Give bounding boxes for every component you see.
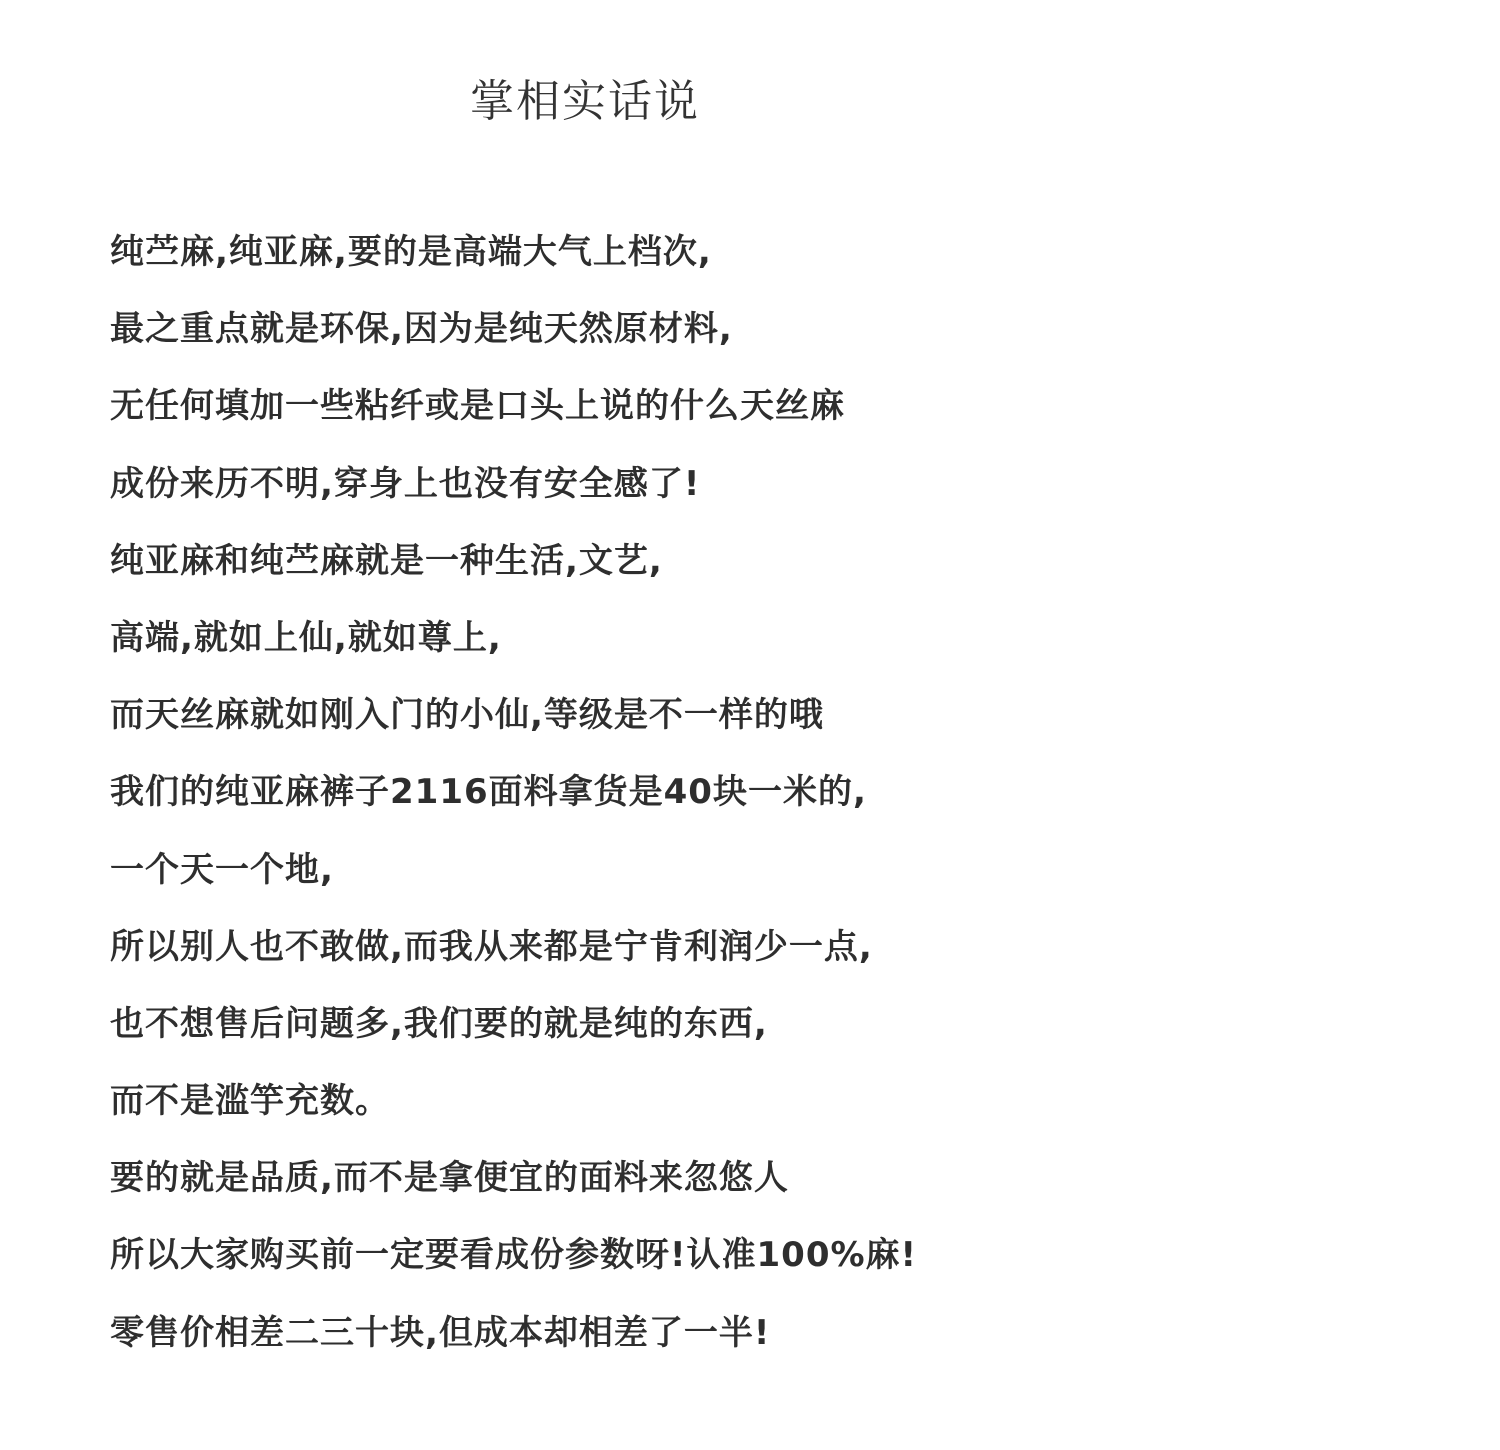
text-line: 我们的纯亚麻裤子2116面料拿货是40块一米的,	[110, 772, 867, 813]
text-line: 最之重点就是环保,因为是纯天然原材料,	[110, 309, 733, 350]
document-body	[110, 222, 1410, 1380]
text-line: 而天丝麻就如刚入门的小仙,等级是不一样的哦	[110, 695, 824, 736]
text-line: 也不想售后问题多,我们要的就是纯的东西,	[110, 1003, 768, 1044]
text-line: 高端,就如上仙,就如尊上,	[110, 617, 502, 658]
text-line: 无任何填加一些粘纤或是口头上说的什么天丝麻	[110, 386, 845, 427]
text-line: 一个天一个地,	[110, 849, 334, 890]
text-line: 而不是滥竽充数。	[110, 1081, 390, 1122]
document-title: 掌相实话说	[470, 76, 700, 127]
text-line: 要的就是品质,而不是拿便宜的面料来忽悠人	[110, 1158, 789, 1199]
text-line: 纯亚麻和纯苎麻就是一种生活,文艺,	[110, 540, 663, 581]
text-line: 成份来历不明,穿身上也没有安全感了!	[110, 463, 701, 504]
text-line: 所以别人也不敢做,而我从来都是宁肯利润少一点,	[110, 926, 873, 967]
text-line: 零售价相差二三十块,但成本却相差了一半!	[110, 1312, 771, 1353]
text-line: 纯苎麻,纯亚麻,要的是高端大气上档次,	[110, 232, 712, 272]
text-line: 所以大家购买前一定要看成份参数呀!认准100%麻!	[110, 1235, 918, 1276]
